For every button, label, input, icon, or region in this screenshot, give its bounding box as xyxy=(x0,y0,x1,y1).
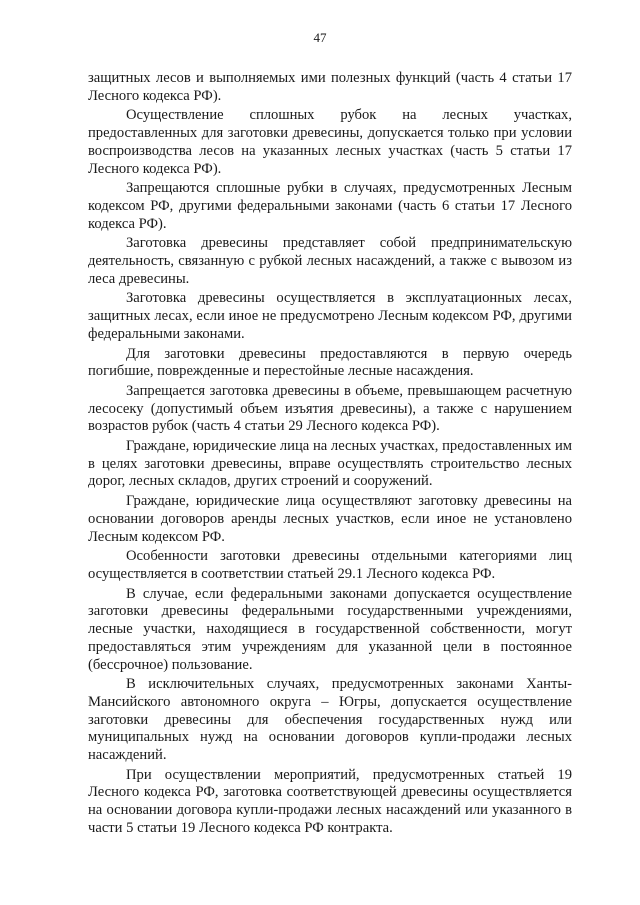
paragraph: Запрещаются сплошные рубки в случаях, предусмотренных Лесным кодексом РФ, другими федеральными законами (часть 6 статьи 17 Лесного кодекса РФ). xyxy=(88,180,572,232)
document-body xyxy=(88,70,572,838)
paragraph: Запрещается заготовка древесины в объеме, превышающем расчетную лесосеку (допустимый объем изъятия древесины), а также с нарушением возрастов рубок (часть 4 статьи 29 Лесного кодекса РФ). xyxy=(88,382,572,435)
paragraph-continuation: защитных лесов и выполняемых ими полезных функций (часть 4 статьи 17 Лесного кодекса РФ). xyxy=(88,70,572,104)
paragraph: Граждане, юридические лица осуществляют заготовку древесины на основании договоров аренды лесных участков, если иное не установлено Лесным кодексом РФ. xyxy=(88,493,572,545)
paragraph: Осуществление сплошных рубок на лесных участках, предоставленных для заготовки древесины, допускается только при условии воспроизводства лесов на указанных лесных участках (часть 5 статьи 17 Лесного кодекса РФ). xyxy=(88,107,572,177)
paragraph: Заготовка древесины представляет собой предпринимательскую деятельность, связанную с рубкой лесных насаждений, а также с вывозом из леса древесины. xyxy=(88,235,572,287)
paragraph: Заготовка древесины осуществляется в эксплуатационных лесах, защитных лесах, если иное не предусмотрено Лесным кодексом РФ, другими федеральными законами. xyxy=(88,290,572,342)
paragraph: В исключительных случаях, предусмотренных законами Ханты-Мансийского автономного округа – Югры, допускается осуществление заготовки древесины для обеспечения государственных нужд или муниципальных нужд на основании договоров купли-продажи лесных насаждений. xyxy=(88,676,572,764)
paragraph: В случае, если федеральными законами допускается осуществление заготовки древесины федеральными государственными учреждениями, лесные участки, находящиеся в государственной собственности, могут предоставляться этим учреждениям для указанной цели в постоянное (бессрочное) пользование. xyxy=(88,585,572,673)
paragraph: Особенности заготовки древесины отдельными категориями лиц осуществляется в соответствии статьей 29.1 Лесного кодекса РФ. xyxy=(88,548,572,582)
paragraph: Для заготовки древесины предоставляются в первую очередь погибшие, поврежденные и перестойные лесные насаждения. xyxy=(88,345,572,380)
paragraph: Граждане, юридические лица на лесных участках, предоставленных им в целях заготовки древесины, вправе осуществлять строительство лесных дорог, лесных складов, других строений и сооружений. xyxy=(88,438,572,490)
paragraph: При осуществлении мероприятий, предусмотренных статьей 19 Лесного кодекса РФ, заготовка соответствующей древесины осуществляется на основании договора купли-продажи лесных насаждений или указанного в части 5 статьи 19 Лесного кодекса РФ контракта. xyxy=(88,766,572,836)
page-number: 47 xyxy=(313,30,327,45)
